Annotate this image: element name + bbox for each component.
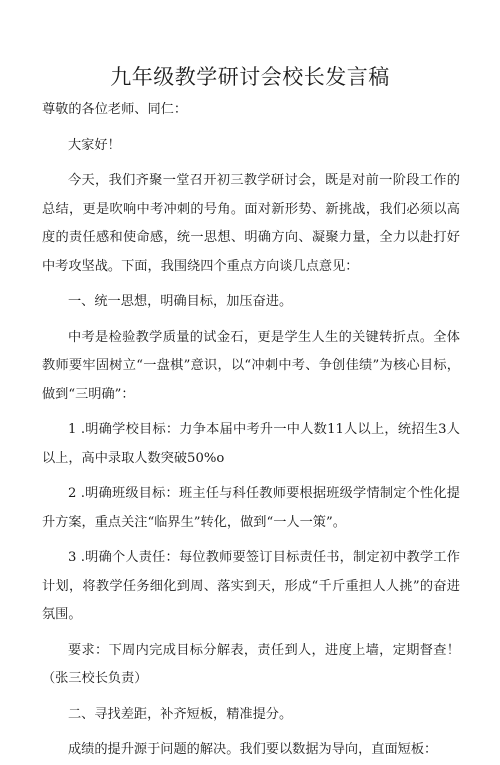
section-1-paragraph: 中考是检验教学质量的试金石，更是学生人生的关键转折点。全体教师要牢固树立“一盘棋”意识，以“冲刺中考、争创佳绩”为核心目标，做到“三明确”： <box>42 329 460 402</box>
list-item-2: 2 .明确班级目标：班主任与科任教师要根据班级学情制定个性化提升方案，重点关注“临界生”转化，做到“一人一策”。 <box>42 486 460 530</box>
section-heading-1: 一、统一思想，明确目标，加压奋进。 <box>68 294 293 309</box>
intro-paragraph: 今天，我们齐聚一堂召开初三教学研讨会，既是对前一阶段工作的总结，更是吹响中考冲刺的号角。面对新形势、新挑战，我们必须以高度的责任感和使命感，统一思想、明确方向、凝聚力量，全力以赴打好中考攻坚战。下面，我围绕四个重点方向谈几点意见： <box>42 173 460 274</box>
requirement-paragraph: 要求：下周内完成目标分解表，责任到人，进度上墙，定期督查！（张三校长负责） <box>42 642 460 686</box>
document-title: 九年级教学研讨会校长发言稿 <box>110 65 390 89</box>
salutation: 尊敬的各位老师、同仁： <box>42 102 188 117</box>
section-heading-2: 二、寻找差距，补齐短板，精准提分。 <box>68 706 293 722</box>
list-item-3: 3 .明确个人责任：每位教师要签订目标责任书，制定初中教学工作计划，将教学任务细化到周、落实到天，形成“千斤重担人人挑”的奋进氛围。 <box>42 550 460 622</box>
document-body <box>42 96 460 765</box>
section-2-paragraph: 成绩的提升源于问题的解决。我们要以数据为导向，直面短板： <box>68 742 438 757</box>
list-item-1: 1 .明确学校目标：力争本届中考升一中人数11人以上，统招生3人以上，高中录取人数突破50%o <box>42 422 460 466</box>
greeting: 大家好！ <box>68 137 121 153</box>
